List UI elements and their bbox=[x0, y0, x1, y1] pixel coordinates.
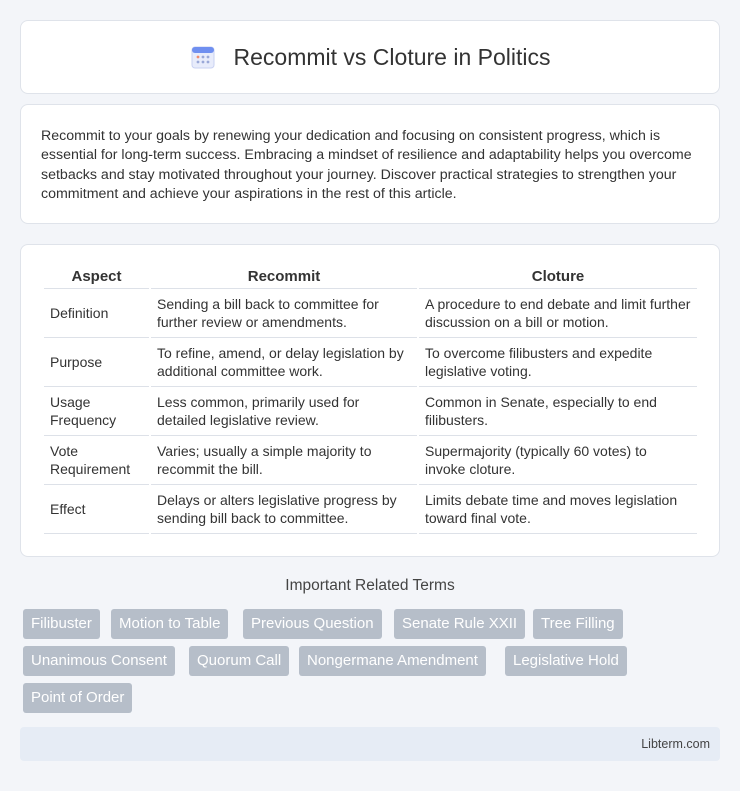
tag-previous-question[interactable]: Previous Question bbox=[243, 609, 382, 639]
header-aspect: Aspect bbox=[44, 267, 149, 289]
row-aspect: Definition bbox=[44, 289, 149, 338]
table-header-row bbox=[44, 267, 697, 289]
header-recommit: Recommit bbox=[151, 267, 417, 289]
page-title: Recommit vs Cloture in Politics bbox=[233, 43, 551, 70]
row-cloture: A procedure to end debate and limit further discussion on a bill or motion. bbox=[419, 289, 697, 338]
tag-filibuster[interactable]: Filibuster bbox=[23, 609, 100, 639]
row-recommit: To refine, amend, or delay legislation by additional committee work. bbox=[151, 338, 417, 387]
comparison-table bbox=[42, 267, 699, 534]
row-cloture: Common in Senate, especially to end filibusters. bbox=[419, 387, 697, 436]
tag-nongermane-amendment[interactable]: Nongermane Amendment bbox=[299, 646, 486, 676]
table-row bbox=[44, 436, 697, 485]
tag-point-of-order[interactable]: Point of Order bbox=[23, 683, 132, 713]
table-row bbox=[44, 485, 697, 534]
row-aspect: Vote Requirement bbox=[44, 436, 149, 485]
row-recommit: Delays or alters legislative progress by sending bill back to committee. bbox=[151, 485, 417, 534]
calendar-icon bbox=[190, 44, 216, 70]
footer-site-link[interactable]: Libterm.com bbox=[641, 737, 710, 751]
intro-text: Recommit to your goals by renewing your dedication and focusing on consistent progress, which is essential for long-term success. Embracing a mindset of resilience and adaptability helps you overcome setbacks and stay motivated throughout your journey. Discover practical strategies to strengthen your commitment and achieve your aspirations in the rest of this article. bbox=[41, 128, 692, 202]
table-row bbox=[44, 338, 697, 387]
comparison-card bbox=[20, 244, 720, 557]
tag-motion-to-table[interactable]: Motion to Table bbox=[111, 609, 228, 639]
row-recommit: Varies; usually a simple majority to recommit the bill. bbox=[151, 436, 417, 485]
tag-unanimous-consent[interactable]: Unanimous Consent bbox=[23, 646, 175, 676]
tag-legislative-hold[interactable]: Legislative Hold bbox=[505, 646, 627, 676]
footer bbox=[20, 727, 720, 761]
row-aspect: Effect bbox=[44, 485, 149, 534]
tag-senate-rule-xxii[interactable]: Senate Rule XXII bbox=[394, 609, 525, 639]
table-row bbox=[44, 289, 697, 338]
row-recommit: Less common, primarily used for detailed legislative review. bbox=[151, 387, 417, 436]
header-cloture: Cloture bbox=[419, 267, 697, 289]
table-row bbox=[44, 387, 697, 436]
row-cloture: Limits debate time and moves legislation toward final vote. bbox=[419, 485, 697, 534]
row-recommit: Sending a bill back to committee for further review or amendments. bbox=[151, 289, 417, 338]
row-aspect: Purpose bbox=[44, 338, 149, 387]
tag-tree-filling[interactable]: Tree Filling bbox=[533, 609, 623, 639]
row-cloture: To overcome filibusters and expedite legislative voting. bbox=[419, 338, 697, 387]
row-cloture: Supermajority (typically 60 votes) to invoke cloture. bbox=[419, 436, 697, 485]
related-terms-title: Important Related Terms bbox=[285, 577, 455, 594]
title-card bbox=[20, 20, 720, 94]
intro-card bbox=[20, 104, 720, 224]
row-aspect: Usage Frequency bbox=[44, 387, 149, 436]
tag-quorum-call[interactable]: Quorum Call bbox=[189, 646, 289, 676]
